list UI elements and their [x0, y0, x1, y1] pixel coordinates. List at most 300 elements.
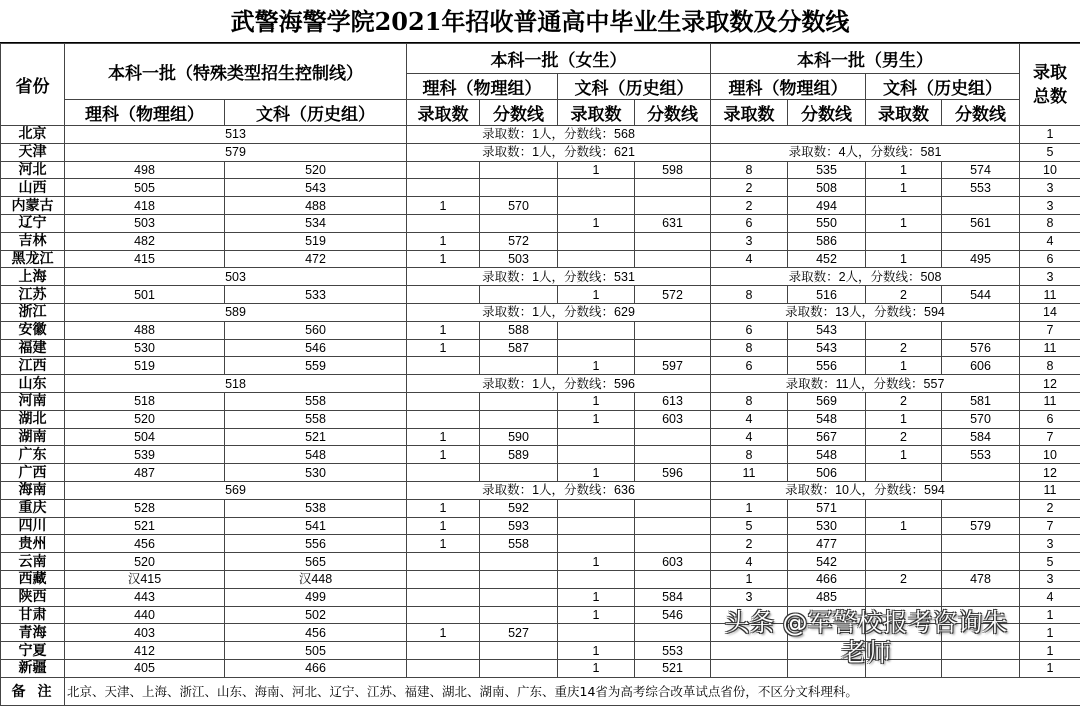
- table-row: [1, 553, 1080, 571]
- male-science-count: 1: [711, 570, 788, 588]
- province-cell: 云南: [1, 553, 65, 571]
- male-arts-count: [866, 464, 942, 482]
- female-science-count: 1: [407, 250, 480, 268]
- table-body: [1, 126, 1080, 678]
- female-arts-count: [558, 535, 635, 553]
- female-science-score: [480, 179, 558, 197]
- male-science-count: 4: [711, 428, 788, 446]
- header-count: 录取数: [407, 100, 480, 126]
- female-arts-score: 584: [635, 588, 711, 606]
- special-science-line: 443: [65, 588, 225, 606]
- province-cell: 江苏: [1, 286, 65, 304]
- province-cell: 海南: [1, 481, 65, 499]
- footer-label: 备注: [1, 677, 65, 705]
- special-science-line: 528: [65, 499, 225, 517]
- male-science-score: 556: [788, 357, 866, 375]
- header-special-arts: 文科（历史组）: [225, 100, 407, 126]
- male-merged-result: 录取数：2人，分数线：508: [711, 268, 1020, 286]
- female-science-score: [480, 570, 558, 588]
- female-science-score: [480, 588, 558, 606]
- special-arts-line: 502: [225, 606, 407, 624]
- male-science-score: 571: [788, 499, 866, 517]
- male-arts-score: 495: [942, 250, 1020, 268]
- male-science-count: 5: [711, 517, 788, 535]
- special-arts-line: 559: [225, 357, 407, 375]
- header-special-science: 理科（物理组）: [65, 100, 225, 126]
- male-arts-score: [942, 464, 1020, 482]
- male-science-count: 8: [711, 339, 788, 357]
- female-arts-count: [558, 624, 635, 642]
- special-arts-line: 543: [225, 179, 407, 197]
- female-arts-score: 546: [635, 606, 711, 624]
- female-science-count: [407, 553, 480, 571]
- female-science-count: [407, 464, 480, 482]
- province-cell: 天津: [1, 143, 65, 161]
- special-arts-line: 466: [225, 659, 407, 677]
- table-row: [1, 286, 1080, 304]
- female-science-score: 592: [480, 499, 558, 517]
- table-row: [1, 464, 1080, 482]
- total-count: 7: [1020, 517, 1080, 535]
- header-score: 分数线: [635, 100, 711, 126]
- female-science-score: 503: [480, 250, 558, 268]
- header-count: 录取数: [558, 100, 635, 126]
- male-arts-score: [942, 588, 1020, 606]
- header-province: 省份: [1, 44, 65, 126]
- total-count: 1: [1020, 126, 1080, 144]
- male-science-count: 8: [711, 161, 788, 179]
- special-line-merged: 589: [65, 303, 407, 321]
- province-cell: 吉林: [1, 232, 65, 250]
- special-science-line: 498: [65, 161, 225, 179]
- province-cell: 山东: [1, 375, 65, 393]
- special-line-merged: 569: [65, 481, 407, 499]
- female-science-count: 1: [407, 446, 480, 464]
- female-arts-score: 572: [635, 286, 711, 304]
- female-arts-count: [558, 499, 635, 517]
- male-science-score: 485: [788, 588, 866, 606]
- province-cell: 陕西: [1, 588, 65, 606]
- table-row: [1, 570, 1080, 588]
- header-male-arts: 文科（历史组）: [866, 74, 1020, 100]
- total-count: 6: [1020, 410, 1080, 428]
- male-science-score: 569: [788, 392, 866, 410]
- female-arts-score: [635, 517, 711, 535]
- special-arts-line: 565: [225, 553, 407, 571]
- male-science-score: 477: [788, 535, 866, 553]
- table-row: [1, 588, 1080, 606]
- male-science-count: 8: [711, 392, 788, 410]
- province-cell: 四川: [1, 517, 65, 535]
- header-female-science: 理科（物理组）: [407, 74, 558, 100]
- female-arts-score: 553: [635, 642, 711, 660]
- table-row: [1, 410, 1080, 428]
- female-science-score: 587: [480, 339, 558, 357]
- male-arts-count: 1: [866, 161, 942, 179]
- male-arts-score: [942, 553, 1020, 571]
- male-arts-count: [866, 588, 942, 606]
- female-arts-score: [635, 321, 711, 339]
- province-cell: 湖北: [1, 410, 65, 428]
- male-arts-score: 570: [942, 410, 1020, 428]
- female-science-score: 527: [480, 624, 558, 642]
- male-science-score: 530: [788, 517, 866, 535]
- male-arts-score: 553: [942, 446, 1020, 464]
- total-count: 3: [1020, 179, 1080, 197]
- female-science-count: [407, 179, 480, 197]
- male-arts-score: 576: [942, 339, 1020, 357]
- female-arts-count: 1: [558, 214, 635, 232]
- province-cell: 上海: [1, 268, 65, 286]
- female-arts-score: 597: [635, 357, 711, 375]
- male-arts-score: [942, 321, 1020, 339]
- female-arts-score: [635, 446, 711, 464]
- male-science-score: 494: [788, 197, 866, 215]
- female-arts-count: [558, 446, 635, 464]
- female-science-count: [407, 214, 480, 232]
- total-count: 8: [1020, 214, 1080, 232]
- header-female: 本科一批（女生）: [407, 44, 711, 74]
- male-science-count: 8: [711, 286, 788, 304]
- male-science-count: 1: [711, 499, 788, 517]
- special-arts-line: 519: [225, 232, 407, 250]
- special-science-line: 501: [65, 286, 225, 304]
- female-arts-score: 603: [635, 410, 711, 428]
- table-row: [1, 197, 1080, 215]
- special-science-line: 440: [65, 606, 225, 624]
- female-science-count: [407, 588, 480, 606]
- female-arts-score: [635, 624, 711, 642]
- special-arts-line: 556: [225, 535, 407, 553]
- total-count: 12: [1020, 375, 1080, 393]
- total-count: 5: [1020, 143, 1080, 161]
- male-arts-count: 2: [866, 392, 942, 410]
- header-male: 本科一批（男生）: [711, 44, 1020, 74]
- header-score: 分数线: [480, 100, 558, 126]
- female-arts-score: [635, 339, 711, 357]
- total-count: 1: [1020, 659, 1080, 677]
- special-arts-line: 538: [225, 499, 407, 517]
- special-arts-line: 558: [225, 410, 407, 428]
- total-count: 7: [1020, 321, 1080, 339]
- total-count: 11: [1020, 286, 1080, 304]
- province-cell: 宁夏: [1, 642, 65, 660]
- female-science-count: [407, 659, 480, 677]
- header-count: 录取数: [711, 100, 788, 126]
- table-row: [1, 321, 1080, 339]
- male-science-count: 6: [711, 321, 788, 339]
- female-merged-result: 录取数：1人，分数线：629: [407, 303, 711, 321]
- male-arts-score: [942, 197, 1020, 215]
- female-science-count: 1: [407, 428, 480, 446]
- female-science-score: 588: [480, 321, 558, 339]
- table-row: [1, 161, 1080, 179]
- female-arts-score: [635, 179, 711, 197]
- special-arts-line: 546: [225, 339, 407, 357]
- male-science-score: 466: [788, 570, 866, 588]
- special-line-merged: 513: [65, 126, 407, 144]
- female-science-count: [407, 357, 480, 375]
- male-science-score: 548: [788, 446, 866, 464]
- male-arts-score: 579: [942, 517, 1020, 535]
- female-merged-result: 录取数：1人，分数线：596: [407, 375, 711, 393]
- female-arts-count: 1: [558, 410, 635, 428]
- female-arts-score: 598: [635, 161, 711, 179]
- female-merged-result: 录取数：1人，分数线：531: [407, 268, 711, 286]
- male-arts-score: [942, 535, 1020, 553]
- male-arts-count: [866, 197, 942, 215]
- female-arts-count: [558, 517, 635, 535]
- male-science-score: 586: [788, 232, 866, 250]
- male-science-score: 535: [788, 161, 866, 179]
- male-merged-result: 录取数：4人，分数线：581: [711, 143, 1020, 161]
- female-arts-count: [558, 179, 635, 197]
- province-cell: 青海: [1, 624, 65, 642]
- special-science-line: 520: [65, 553, 225, 571]
- special-science-line: 520: [65, 410, 225, 428]
- special-arts-line: 548: [225, 446, 407, 464]
- male-arts-count: 1: [866, 250, 942, 268]
- female-science-count: [407, 606, 480, 624]
- special-science-line: 405: [65, 659, 225, 677]
- total-count: 1: [1020, 606, 1080, 624]
- female-arts-count: [558, 232, 635, 250]
- female-arts-count: [558, 339, 635, 357]
- total-count: 5: [1020, 553, 1080, 571]
- total-count: 10: [1020, 446, 1080, 464]
- table-row: [1, 375, 1080, 393]
- female-science-count: [407, 410, 480, 428]
- special-arts-line: 541: [225, 517, 407, 535]
- table-row: [1, 179, 1080, 197]
- female-science-score: [480, 161, 558, 179]
- special-line-merged: 518: [65, 375, 407, 393]
- special-science-line: 521: [65, 517, 225, 535]
- province-cell: 贵州: [1, 535, 65, 553]
- female-arts-score: [635, 250, 711, 268]
- special-science-line: 汉415: [65, 570, 225, 588]
- special-arts-line: 533: [225, 286, 407, 304]
- table-row: [1, 214, 1080, 232]
- special-science-line: 504: [65, 428, 225, 446]
- special-science-line: 418: [65, 197, 225, 215]
- total-count: 1: [1020, 642, 1080, 660]
- female-arts-count: [558, 197, 635, 215]
- male-science-count: 6: [711, 214, 788, 232]
- male-arts-count: 2: [866, 286, 942, 304]
- province-cell: 河南: [1, 392, 65, 410]
- male-science-score: 452: [788, 250, 866, 268]
- male-merged-result: 录取数：13人，分数线：594: [711, 303, 1020, 321]
- province-cell: 新疆: [1, 659, 65, 677]
- female-science-count: 1: [407, 197, 480, 215]
- total-count: 3: [1020, 268, 1080, 286]
- special-arts-line: 558: [225, 392, 407, 410]
- special-science-line: 412: [65, 642, 225, 660]
- special-arts-line: 488: [225, 197, 407, 215]
- female-science-score: [480, 606, 558, 624]
- male-arts-score: 553: [942, 179, 1020, 197]
- header-score: 分数线: [942, 100, 1020, 126]
- female-science-score: [480, 286, 558, 304]
- total-count: 11: [1020, 392, 1080, 410]
- female-science-score: [480, 357, 558, 375]
- male-merged-result: [711, 126, 1020, 144]
- special-science-line: 505: [65, 179, 225, 197]
- female-arts-count: 1: [558, 606, 635, 624]
- province-cell: 辽宁: [1, 214, 65, 232]
- female-arts-count: 1: [558, 357, 635, 375]
- female-science-score: [480, 392, 558, 410]
- male-arts-score: [942, 499, 1020, 517]
- table-row: [1, 339, 1080, 357]
- male-merged-result: 录取数：10人，分数线：594: [711, 481, 1020, 499]
- special-arts-line: 560: [225, 321, 407, 339]
- female-science-count: 1: [407, 535, 480, 553]
- female-arts-count: 1: [558, 286, 635, 304]
- special-arts-line: 520: [225, 161, 407, 179]
- female-merged-result: 录取数：1人，分数线：621: [407, 143, 711, 161]
- male-science-score: 516: [788, 286, 866, 304]
- male-arts-score: [942, 232, 1020, 250]
- male-merged-result: 录取数：11人，分数线：557: [711, 375, 1020, 393]
- female-science-score: [480, 214, 558, 232]
- female-science-score: 570: [480, 197, 558, 215]
- total-count: 8: [1020, 357, 1080, 375]
- female-arts-score: 613: [635, 392, 711, 410]
- male-science-score: 548: [788, 410, 866, 428]
- province-cell: 福建: [1, 339, 65, 357]
- header-special-line: 本科一批（特殊类型招生控制线）: [65, 44, 407, 100]
- female-science-count: [407, 286, 480, 304]
- total-count: 6: [1020, 250, 1080, 268]
- female-science-count: 1: [407, 624, 480, 642]
- male-science-count: 8: [711, 446, 788, 464]
- male-arts-count: 1: [866, 179, 942, 197]
- female-arts-score: 603: [635, 553, 711, 571]
- female-arts-count: 1: [558, 588, 635, 606]
- female-arts-score: 521: [635, 659, 711, 677]
- special-science-line: 403: [65, 624, 225, 642]
- province-cell: 湖南: [1, 428, 65, 446]
- footer-note: 北京、天津、上海、浙江、山东、海南、河北、辽宁、江苏、福建、湖北、湖南、广东、重庆14省为高考综合改革试点省份，不区分文科理科。: [65, 677, 1080, 705]
- table-row: [1, 268, 1080, 286]
- special-science-line: 487: [65, 464, 225, 482]
- female-arts-count: [558, 428, 635, 446]
- special-line-merged: 503: [65, 268, 407, 286]
- male-arts-count: 2: [866, 339, 942, 357]
- female-science-count: 1: [407, 321, 480, 339]
- table-row: [1, 303, 1080, 321]
- table-row: [1, 357, 1080, 375]
- female-science-count: 1: [407, 499, 480, 517]
- male-science-score: 508: [788, 179, 866, 197]
- female-science-score: 593: [480, 517, 558, 535]
- female-arts-score: 596: [635, 464, 711, 482]
- special-arts-line: 530: [225, 464, 407, 482]
- total-count: 11: [1020, 481, 1080, 499]
- province-cell: 河北: [1, 161, 65, 179]
- total-count: 3: [1020, 197, 1080, 215]
- total-count: 1: [1020, 624, 1080, 642]
- page-title: 武警海警学院2021年招收普通高中毕业生录取数及分数线: [0, 0, 1080, 43]
- male-arts-count: 1: [866, 517, 942, 535]
- special-arts-line: 505: [225, 642, 407, 660]
- female-merged-result: 录取数：1人，分数线：636: [407, 481, 711, 499]
- female-arts-count: 1: [558, 392, 635, 410]
- female-science-count: [407, 161, 480, 179]
- province-cell: 内蒙古: [1, 197, 65, 215]
- header-female-arts: 文科（历史组）: [558, 74, 711, 100]
- province-cell: 广西: [1, 464, 65, 482]
- male-science-count: 4: [711, 250, 788, 268]
- male-arts-count: [866, 553, 942, 571]
- special-arts-line: 499: [225, 588, 407, 606]
- female-arts-score: [635, 570, 711, 588]
- male-science-count: 2: [711, 179, 788, 197]
- male-arts-count: 1: [866, 357, 942, 375]
- special-arts-line: 汉448: [225, 570, 407, 588]
- total-count: 14: [1020, 303, 1080, 321]
- male-science-count: 4: [711, 410, 788, 428]
- table-row: [1, 126, 1080, 144]
- male-science-score: 543: [788, 339, 866, 357]
- female-arts-count: 1: [558, 464, 635, 482]
- female-science-count: [407, 392, 480, 410]
- male-arts-count: 2: [866, 428, 942, 446]
- male-science-score: 543: [788, 321, 866, 339]
- special-science-line: 518: [65, 392, 225, 410]
- male-arts-score: 584: [942, 428, 1020, 446]
- special-line-merged: 579: [65, 143, 407, 161]
- male-arts-score: 478: [942, 570, 1020, 588]
- male-science-count: 6: [711, 357, 788, 375]
- province-cell: 广东: [1, 446, 65, 464]
- male-science-count: 4: [711, 553, 788, 571]
- province-cell: 浙江: [1, 303, 65, 321]
- female-arts-count: [558, 250, 635, 268]
- header-score: 分数线: [788, 100, 866, 126]
- watermark: 头条 @军警校报考咨询朱老师: [716, 608, 1016, 668]
- female-arts-count: [558, 570, 635, 588]
- admission-table: [0, 43, 1080, 706]
- total-count: 2: [1020, 499, 1080, 517]
- female-arts-score: [635, 499, 711, 517]
- table-row: [1, 392, 1080, 410]
- male-science-score: 506: [788, 464, 866, 482]
- male-science-score: 550: [788, 214, 866, 232]
- special-arts-line: 472: [225, 250, 407, 268]
- male-science-score: 542: [788, 553, 866, 571]
- female-arts-count: 1: [558, 553, 635, 571]
- female-science-score: 589: [480, 446, 558, 464]
- special-science-line: 456: [65, 535, 225, 553]
- female-arts-score: 631: [635, 214, 711, 232]
- total-count: 3: [1020, 570, 1080, 588]
- male-arts-count: 1: [866, 214, 942, 232]
- female-arts-score: [635, 232, 711, 250]
- female-science-score: [480, 410, 558, 428]
- male-arts-score: 561: [942, 214, 1020, 232]
- female-arts-count: [558, 321, 635, 339]
- female-arts-count: 1: [558, 642, 635, 660]
- province-cell: 安徽: [1, 321, 65, 339]
- female-science-score: [480, 659, 558, 677]
- total-count: 4: [1020, 588, 1080, 606]
- table-row: [1, 446, 1080, 464]
- header-male-science: 理科（物理组）: [711, 74, 866, 100]
- female-merged-result: 录取数：1人，分数线：568: [407, 126, 711, 144]
